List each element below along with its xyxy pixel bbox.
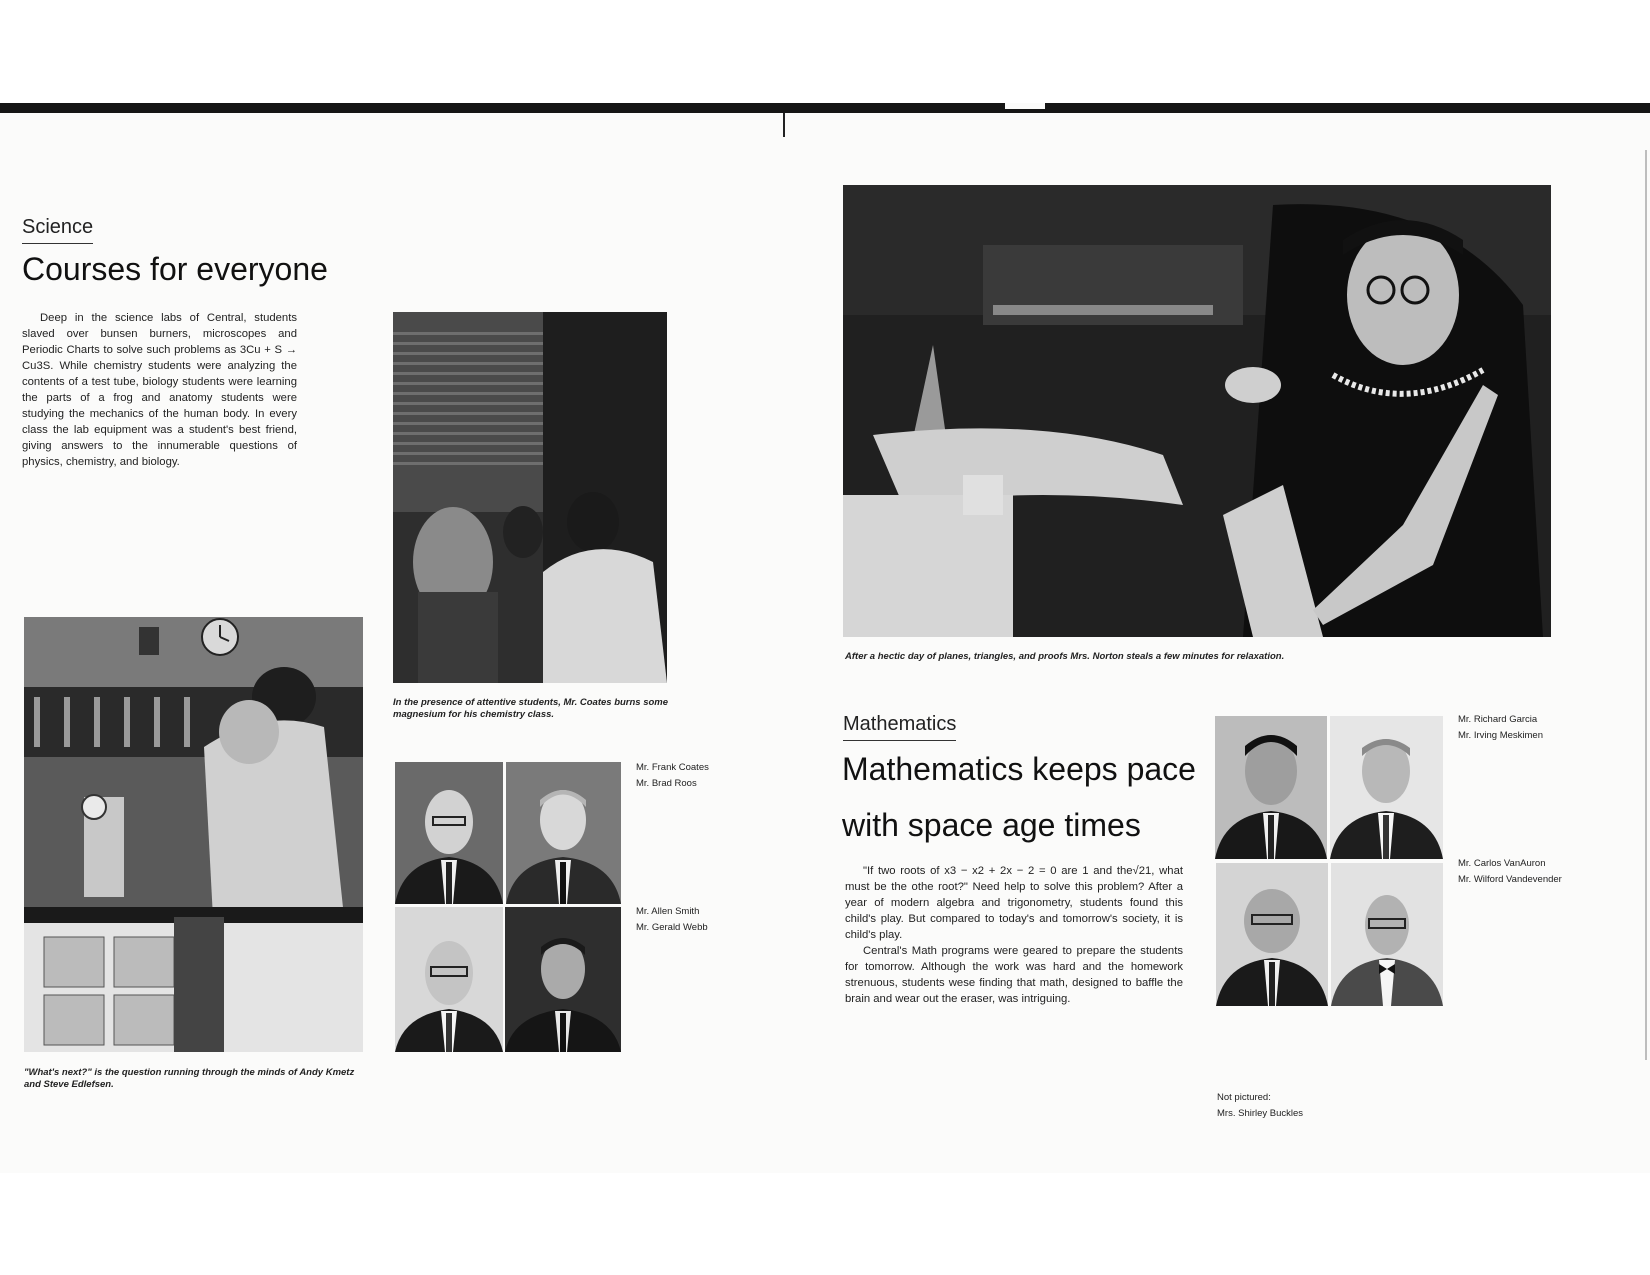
math-teacher-names-top: Mr. Richard Garcia Mr. Irving Meskimen xyxy=(1458,714,1543,741)
relaxing-teacher-photo xyxy=(843,185,1551,637)
page-gutter xyxy=(783,113,785,137)
relaxing-photo-caption: After a hectic day of planes, triangles, and proofs Mrs. Norton steals a few minutes for relaxation. xyxy=(845,651,1285,662)
science-section-label: Science xyxy=(22,216,93,244)
mathematics-section-label: Mathematics xyxy=(843,713,956,741)
portrait-carlos-vanauron xyxy=(1216,863,1328,1006)
science-body-text: Deep in the science labs of Central, students slaved over bunsen burners, microscopes and Periodic Charts to solve such problems as 3Cu + S → Cu3S. While chemistry students were analyzing the contents of a test tube, biology students were learning the parts of a frog and anatomy students were studying the mechanics of the human body. In every class the lab equipment was a student's best friend, giving answers to the innumerable questions of physics, chemistry, and biology. xyxy=(22,312,297,468)
mathematics-headline-line2: with space age times xyxy=(842,807,1141,843)
classroom-photo xyxy=(393,312,667,683)
not-pictured-note: Not pictured: Mrs. Shirley Buckles xyxy=(1217,1092,1304,1119)
portrait-allen-smith xyxy=(395,907,503,1052)
portrait-irving-meskimen xyxy=(1330,716,1443,859)
lab-photo xyxy=(24,617,363,1052)
portrait-gerald-webb xyxy=(505,907,621,1052)
classroom-photo-caption: In the presence of attentive students, Mr. Coates burns some magnesium for his chemistry class. xyxy=(393,697,669,720)
lab-photo-caption: "What's next?" is the question running through the minds of Andy Kmetz and Steve Edlefsen. xyxy=(24,1067,355,1090)
science-headline: Courses for everyone xyxy=(22,251,328,287)
page-top-border xyxy=(0,103,1650,113)
science-teacher-names-bottom: Mr. Allen Smith Mr. Gerald Webb xyxy=(636,906,708,933)
portrait-richard-garcia xyxy=(1215,716,1327,859)
portrait-frank-coates xyxy=(395,762,503,904)
portrait-brad-roos xyxy=(506,762,621,904)
portrait-wilford-vandevender xyxy=(1331,863,1443,1006)
science-teacher-names-top: Mr. Frank Coates Mr. Brad Roos xyxy=(636,762,709,789)
mathematics-body-text: "If two roots of x3 − x2 + 2x − 2 = 0 are 1 and the√21, what must be the othe root?" Need help to solve this problem? After a year of modern algebra and trigonometry, students found this child's play. But compared to today's and tomorrow's society, it is child's play. Central's Math programs were geared to prepare the students for tomorrow. Although the work was hard and the homework strenuous, students wese finding that math, designed to baffle the brain and wear out the eraser, was intriguing. xyxy=(845,865,1183,1005)
mathematics-headline-line1: Mathematics keeps pace xyxy=(842,751,1196,787)
page-edge xyxy=(1645,150,1647,1060)
math-teacher-names-bottom: Mr. Carlos VanAuron Mr. Wilford Vandevender xyxy=(1458,858,1562,885)
